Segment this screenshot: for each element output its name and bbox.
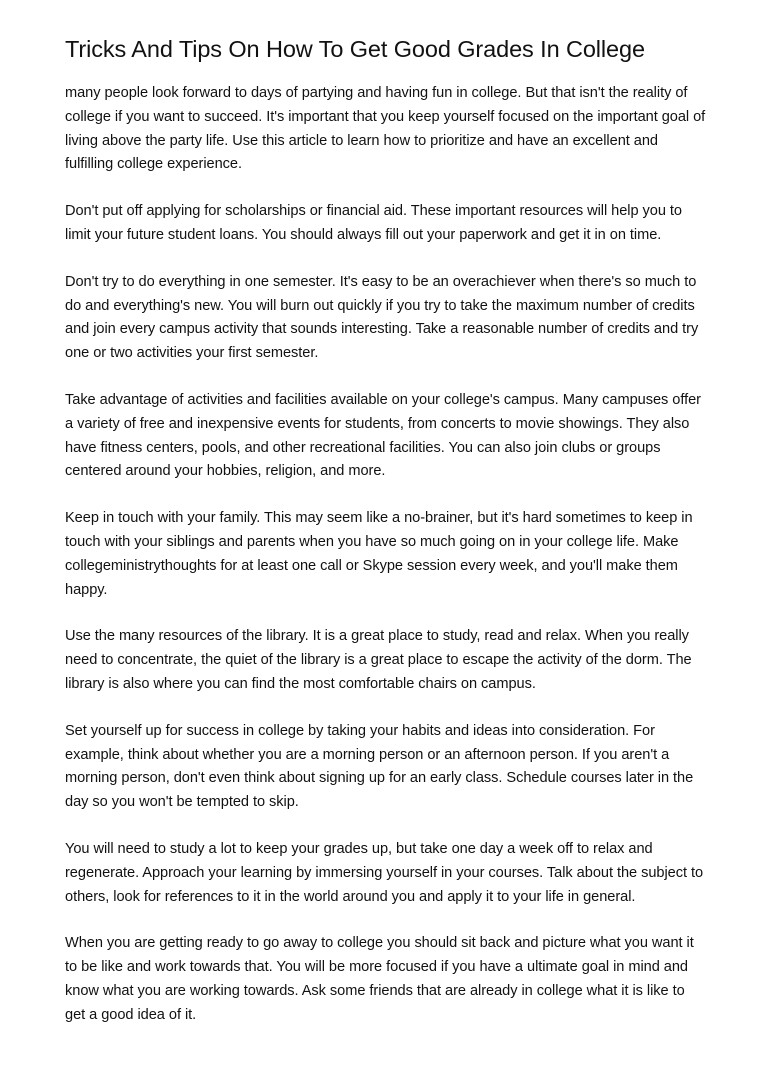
paragraph-6: Use the many resources of the library. It is a great place to study, read and relax. When you really need to concentrate, the quiet of the library is a great place to escape the activity of the dorm. The library is also where you can find the most comfortable chairs on campus.	[65, 628, 692, 692]
paragraph-9: When you are getting ready to go away to college you should sit back and picture what you want it to be like and work towards that. You will be more focused if you have a ultimate goal in mind and know what you are working towards. Ask some friends that are already in college what it is like to get a good idea of it.	[65, 935, 694, 1023]
paragraph-5: Keep in touch with your family. This may seem like a no-brainer, but it's hard sometimes to keep in touch with your siblings and parents when you have so much going on in your college life. Make collegeministrythoughts for at least one call or Skype session every week, and you'll make them happy.	[65, 510, 693, 598]
page-title: Tricks And Tips On How To Get Good Grades In College	[65, 36, 645, 62]
paragraph-7: Set yourself up for success in college by taking your habits and ideas into consideration. For example, think about whether you are a morning person or an afternoon person. If you aren't a morning person, don't even think about signing up for an early class. Schedule courses later in the day so you won't be tempted to skip.	[65, 722, 694, 811]
paragraph-3: Don't try to do everything in one semester. It's easy to be an overachiever when there's so much to do and everything's new. You will burn out quickly if you try to take the maximum number of credits and join every campus activity that sounds interesting. Take a reasonable number of credits and try one or two activities your first semester.	[65, 273, 699, 362]
paragraph-8: You will need to study a lot to keep your grades up, but take one day a week off to relax and regenerate. Approach your learning by immersing yourself in your courses. Talk about the subject to others, look for references to it in the world around you and apply it to your life in general.	[65, 840, 704, 905]
document-page	[65, 34, 707, 1051]
paragraph-2: Don't put off applying for scholarships or financial aid. These important resources will help you to limit your future student loans. You should always fill out your paperwork and get it in on time.	[65, 203, 683, 243]
paragraph-1: many people look forward to days of partying and having fun in college. But that isn't the reality of college if you want to succeed. It's important that you keep yourself focused on the important goal of living above the party life. Use this article to learn how to prioritize and have an excellent and fulfilling college experience.	[65, 85, 706, 173]
paragraph-4: Take advantage of activities and facilities available on your college's campus. Many campuses offer a variety of free and inexpensive events for students, from concerts to movie showings. They also have fitness centers, pools, and other recreational facilities. You can also join clubs or groups centered around your hobbies, religion, and more.	[65, 391, 701, 480]
